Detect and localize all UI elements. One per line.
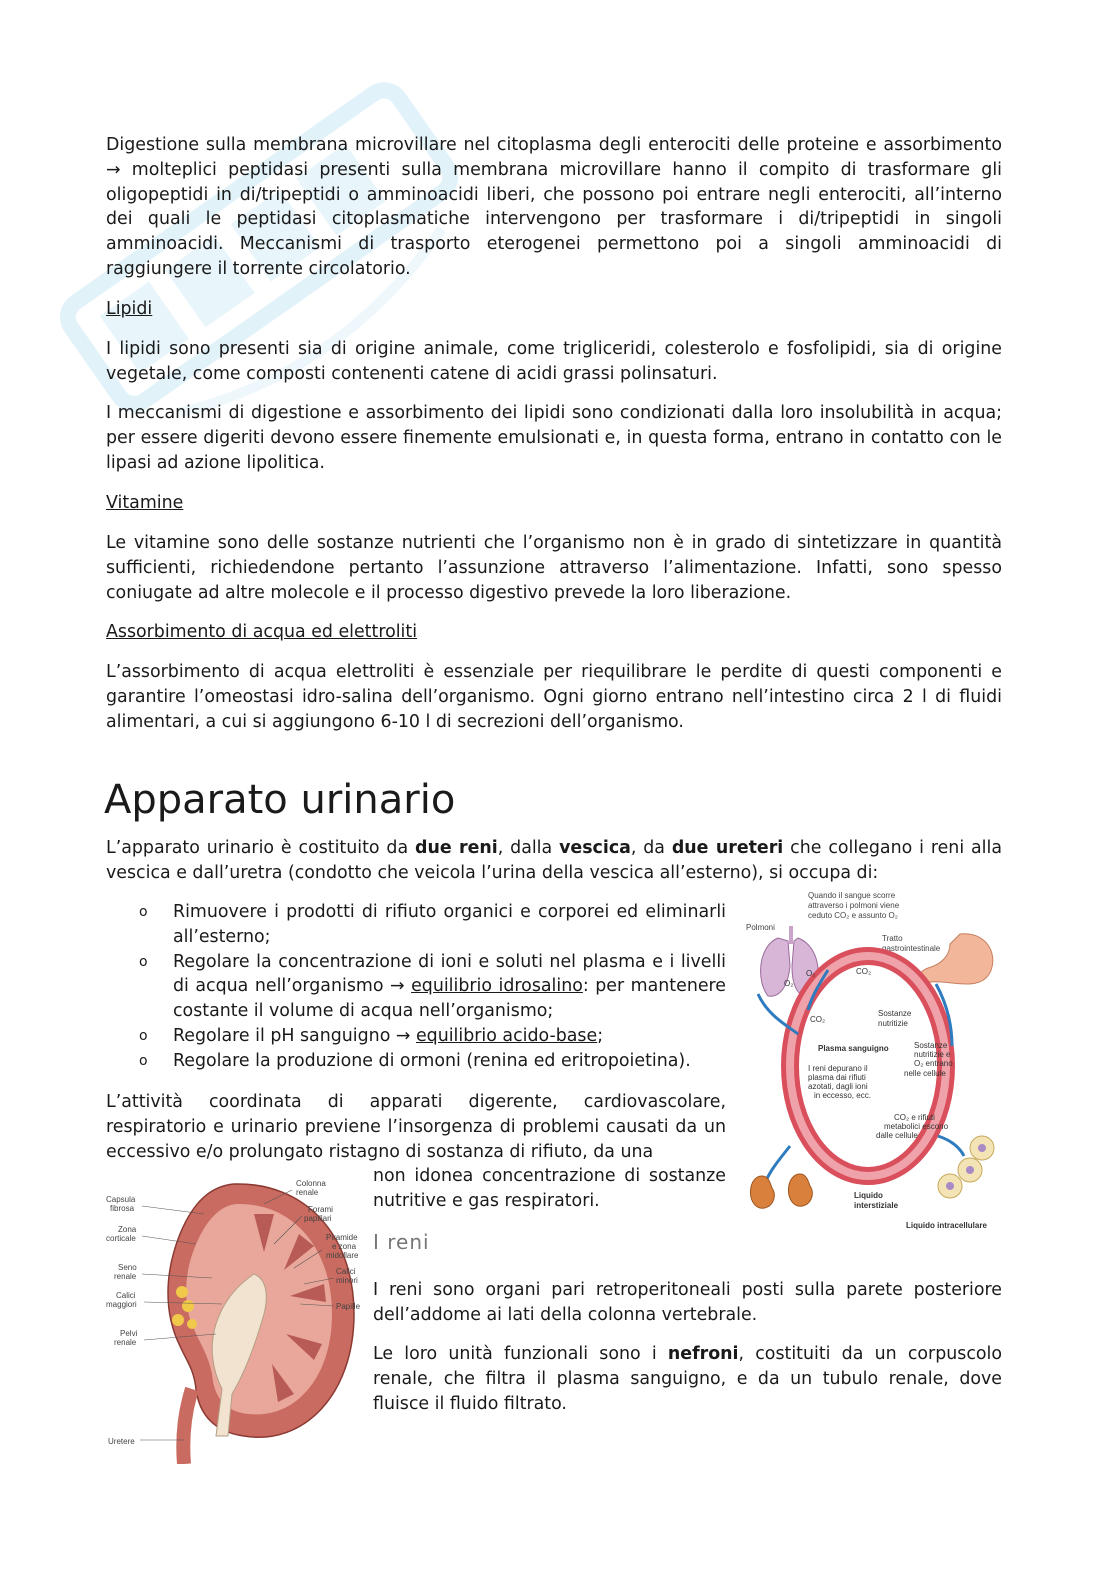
kidney-diagram (104, 1174, 366, 1464)
label-liquido-intracellulare: Liquido intracellulare (906, 1221, 987, 1230)
label-plasma-sanguigno: Plasma sanguigno (818, 1044, 889, 1053)
svg-text:maggiori: maggiori (106, 1300, 137, 1309)
svg-text:dalle cellule: dalle cellule (876, 1131, 918, 1140)
svg-text:Piramide: Piramide (326, 1233, 358, 1242)
section-title-vitamine: Vitamine (106, 493, 184, 513)
section-title-lipidi: Lipidi (106, 299, 153, 319)
heading-apparato-urinario: Apparato urinario (104, 777, 456, 823)
svg-text:ceduto CO₂ e assunto O₂: ceduto CO₂ e assunto O₂ (808, 911, 898, 920)
svg-text:in eccesso, ecc.: in eccesso, ecc. (814, 1091, 871, 1100)
list-item: o Regolare la concentrazione di ioni e soluti nel plasma e i livelli di acqua nell’organismo → equilibrio idrosalino: per mantenere costante il volume di acqua nell’organismo; (139, 951, 727, 1022)
svg-text:Tratto: Tratto (882, 934, 903, 943)
svg-text:corticale: corticale (106, 1234, 136, 1243)
svg-text:fibrosa: fibrosa (110, 1204, 135, 1213)
reni-paragraph-2: Le loro unità funzionali sono i nefroni, costituiti da un corpuscolo renale, che filtra il plasma sanguigno, e da un tubulo renale, dove fluisce il fluido filtrato. (373, 1344, 1002, 1414)
svg-text:Liquido: Liquido (854, 1191, 883, 1200)
svg-text:Calici: Calici (336, 1267, 356, 1276)
svg-text:Capsula: Capsula (106, 1195, 136, 1204)
urinario-intro: L’apparato urinario è costituito da due reni, dalla vescica, da due ureteri che collegano i reni alla vescica e dall’uretra (condotto che veicola l’urina della vescica all’esterno), si occupa di: (106, 838, 1002, 883)
svg-text:renale: renale (296, 1188, 319, 1197)
svg-text:Sostanze: Sostanze (878, 1009, 912, 1018)
coordination-paragraph: L’attività coordinata di apparati digerente, cardiovascolare, respiratorio e urinario previene l’insorgenza di problemi causati da un eccessivo e/o prolungato ristagno di sostanza di rifiuto, da una (106, 1092, 726, 1162)
kidney-cross-section-icon (168, 1184, 354, 1464)
circulation-diagram (738, 886, 1006, 1232)
acqua-paragraph: L’assorbimento di acqua elettroliti è essenziale per riequilibrare le perdite di questi componenti e garantire l’omeostasi idro-salina dell’organismo. Ogni giorno entrano nell’intestino circa 2 l di fluidi alimentari, a cui si aggiungono 6-10 l di secrezioni dell’organismo. (106, 662, 1002, 732)
svg-text:CO₂: CO₂ (810, 1015, 826, 1024)
subheading-i-reni: I reni (373, 1230, 430, 1254)
svg-text:midollare: midollare (326, 1251, 359, 1260)
svg-text:Uretere: Uretere (108, 1437, 135, 1446)
vitamine-paragraph: Le vitamine sono delle sostanze nutrienti che l’organismo non è in grado di sintetizzare in quantità sufficienti, richiedendone pertanto l’assunzione attraverso l’alimentazione. Infatti, sono spesso coniugate ad altre molecole e il processo digestivo prevede la loro liberazione. (106, 533, 1002, 603)
svg-text:nutritizie e: nutritizie e (914, 1050, 951, 1059)
cells-icon (938, 1136, 994, 1198)
label-polmoni: Polmoni (746, 923, 775, 932)
svg-text:renale: renale (114, 1338, 137, 1347)
svg-text:O₂: O₂ (784, 979, 794, 988)
svg-text:minori: minori (336, 1276, 358, 1285)
svg-text:nutritizie: nutritizie (878, 1019, 908, 1028)
svg-text:O₂ entrano: O₂ entrano (914, 1059, 953, 1068)
lipidi-paragraph-1: I lipidi sono presenti sia di origine animale, come trigliceridi, colesterolo e fosfolipidi, sia di origine vegetale, come composti contenenti catene di acidi grassi polinsaturi. (106, 339, 1002, 384)
svg-text:nelle cellule: nelle cellule (904, 1069, 946, 1078)
svg-text:renale: renale (114, 1272, 137, 1281)
svg-text:I reni depurano il: I reni depurano il (808, 1064, 868, 1073)
svg-text:Papille: Papille (336, 1302, 361, 1311)
svg-text:azotati, dagli ioni: azotati, dagli ioni (808, 1082, 868, 1091)
section-title-acqua: Assorbimento di acqua ed elettroliti (106, 622, 418, 642)
list-item: o Regolare la produzione di ormoni (renina ed eritropoietina). (139, 1050, 691, 1071)
intro-paragraph: Digestione sulla membrana microvillare nel citoplasma degli enterociti delle proteine e assorbimento → molteplici peptidasi presenti sulla membrana microvillare hanno il compito di trasformare gli oligopeptidi in di/tripeptidi o amminoacidi liberi, che possono poi entrare negli enterociti, all’interno dei quali le peptidasi citoplasmatiche intervengono per trasformare i di/tripeptidi in singoli amminoacidi. Meccanismi di trasporto eterogenei permettono poi a singoli amminoacidi di raggiungere il torrente circolatorio. (106, 135, 1002, 279)
svg-text:metabolici escono: metabolici escono (884, 1122, 949, 1131)
svg-text:Forami: Forami (308, 1205, 333, 1214)
svg-text:gastrointestinale: gastrointestinale (882, 944, 941, 953)
svg-text:attraverso i polmoni viene: attraverso i polmoni viene (808, 901, 900, 910)
svg-text:Seno: Seno (118, 1263, 137, 1272)
svg-text:papillari: papillari (304, 1214, 332, 1223)
functions-list (106, 900, 726, 1074)
stomach-icon (920, 934, 993, 984)
svg-text:e zona: e zona (332, 1242, 357, 1251)
svg-text:Sostanze: Sostanze (914, 1041, 948, 1050)
lipidi-paragraph-2: I meccanismi di digestione e assorbimento dei lipidi sono condizionati dalla loro insolubilità in acqua; per essere digeriti devono essere finemente emulsionati e, in questa forma, entrano in contatto con le lipasi ad azione lipolitica. (106, 403, 1002, 473)
list-item: o Rimuovere i prodotti di rifiuto organici e corporei ed eliminarli all’esterno; (139, 902, 726, 947)
fig-top-note: Quando il sangue scorre (808, 891, 896, 900)
svg-text:Pelvi: Pelvi (120, 1329, 138, 1338)
kidneys-icon (750, 1174, 812, 1208)
svg-text:Zona: Zona (118, 1225, 137, 1234)
svg-text:Calici: Calici (116, 1291, 136, 1300)
svg-text:CO₂: CO₂ (856, 967, 872, 976)
svg-text:plasma dai rifiuti: plasma dai rifiuti (808, 1073, 866, 1082)
svg-text:CO₂ e rifiuti: CO₂ e rifiuti (894, 1113, 935, 1122)
reni-paragraph-1: I reni sono organi pari retroperitoneali posti sulla parete posteriore dell’addome ai lati della colonna vertebrale. (373, 1280, 1002, 1325)
list-item: o Regolare il pH sanguigno → equilibrio acido-base; (139, 1025, 604, 1046)
svg-text:Colonna: Colonna (296, 1179, 326, 1188)
svg-text:interstiziale: interstiziale (854, 1201, 899, 1210)
coordination-paragraph-cont: non idonea concentrazione di sostanze nutritive e gas respiratori. (373, 1166, 726, 1211)
svg-text:O₂: O₂ (806, 969, 816, 978)
